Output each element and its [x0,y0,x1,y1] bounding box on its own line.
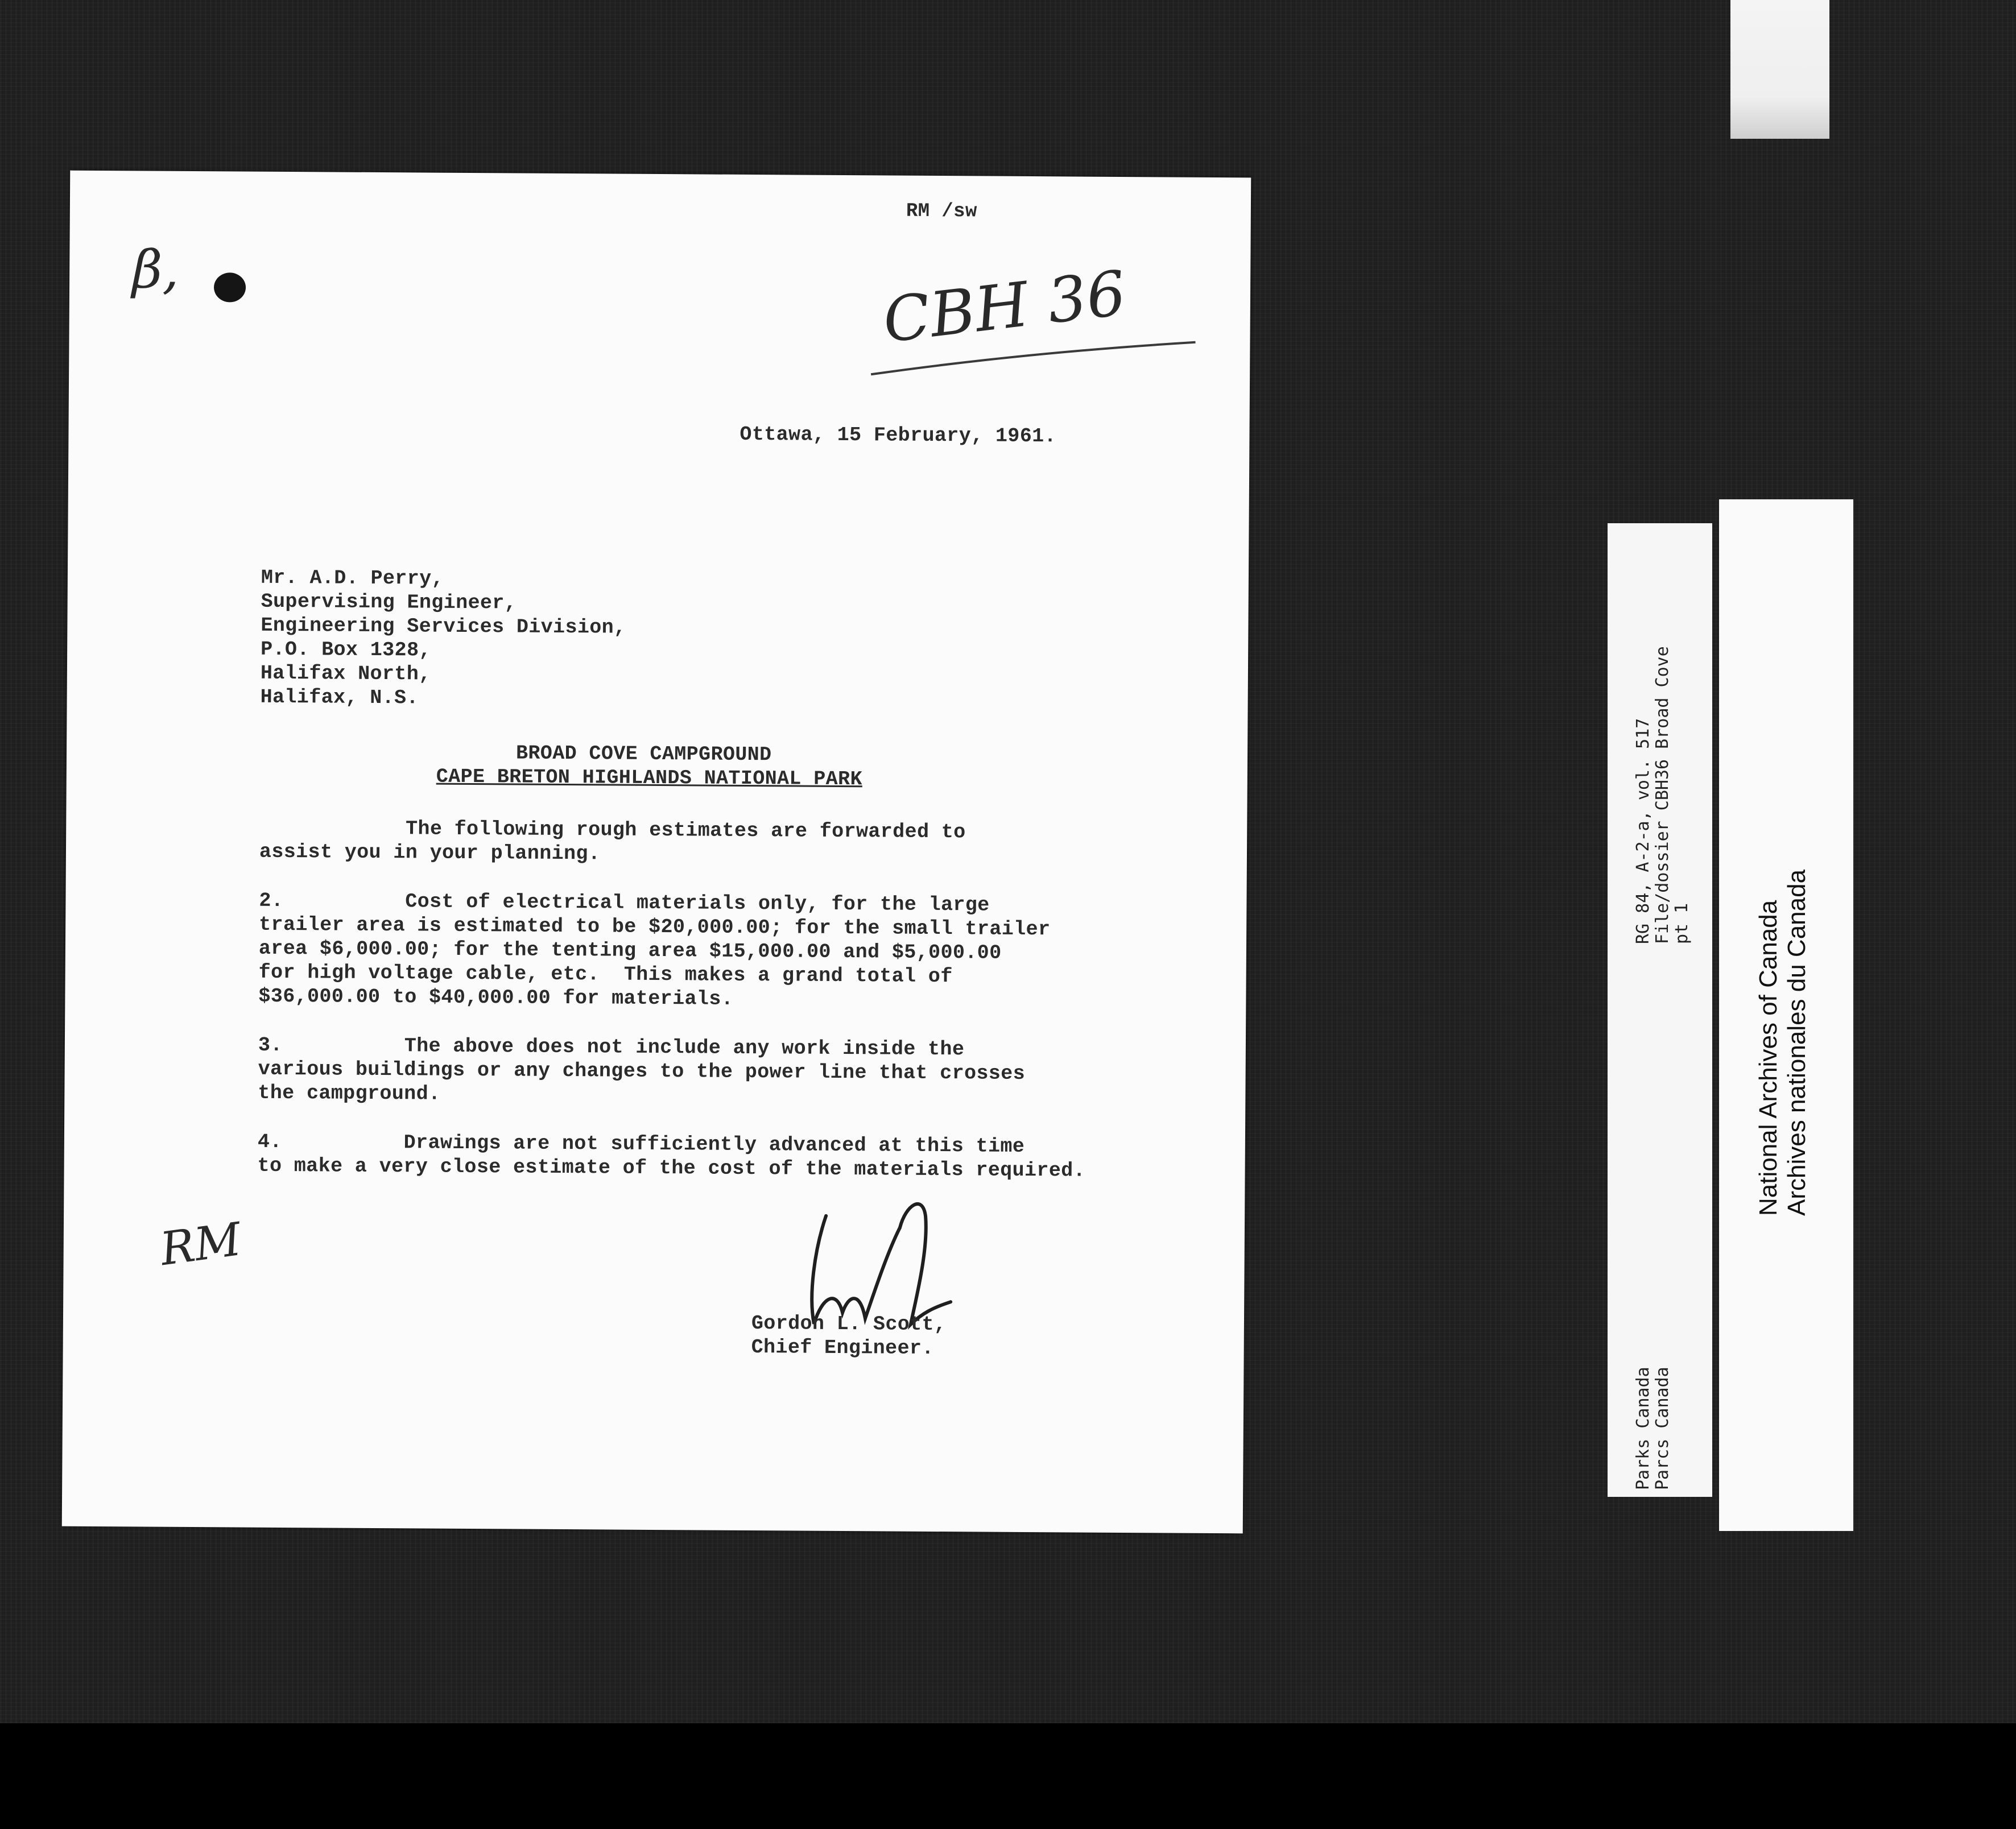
paragraph-line: assist you in your planning. [259,840,601,866]
paragraph-line: trailer area is estimated to be $20,000.00; for the small trailer [259,913,1051,941]
paragraph-line: 4. Drawings are not sufficiently advanced at this time [257,1130,1025,1158]
address-line: P.O. Box 1328, [261,638,431,662]
signatory-title: Chief Engineer. [751,1336,934,1360]
archive-reference-lines [1634,646,1692,944]
archive-reference-label [1608,523,1712,1497]
file-number-underline [865,317,1207,388]
ink-blot [214,272,246,302]
handwritten-initial: β, [131,239,180,300]
archive-org-lines [1634,1367,1672,1490]
national-archives-text [1754,870,1811,1216]
paragraph-line: for high voltage cable, etc. This makes a grand total of [258,961,953,988]
paragraph-line: $36,000.00 to $40,000.00 for materials. [258,984,734,1011]
archive-line: File/dossier CBH36 Broad Cove [1653,646,1672,944]
address-line: Supervising Engineer, [261,590,517,615]
handwritten-file-number: CBH 36 [879,258,1130,357]
corner-tab [1730,0,1829,139]
archive-line: RG 84, A-2-a, vol. 517 [1633,718,1653,944]
paragraph-line: various buildings or any changes to the power line that crosses [258,1057,1026,1085]
paragraph-line: the campground. [258,1081,441,1106]
paragraph-line: area $6,000.00; for the tenting area $15,000.00 and $5,000.00 [258,937,1002,965]
archives-line-fr: Archives nationales du Canada [1783,869,1811,1216]
signatory-name: Gordon L. Scott, [751,1312,947,1336]
subject-line: BROAD COVE CAMPGROUND [515,742,772,767]
subject-line-underlined: CAPE BRETON HIGHLANDS NATIONAL PARK [436,765,863,791]
paragraph-line: 3. The above does not include any work inside the [258,1033,965,1061]
archive-org-line: Parcs Canada [1653,1367,1672,1490]
paragraph-line: 2. Cost of electrical materials only, for the large [259,889,990,917]
paragraph-line: to make a very close estimate of the cost of the materials required. [257,1154,1086,1182]
date-line: Ottawa, 15 February, 1961. [740,423,1057,448]
reference-initials: RM /sw [906,200,977,223]
letter-page [62,171,1251,1534]
scanner-bottom-border [0,1723,2016,1829]
archive-org-line: Parks Canada [1633,1367,1653,1490]
paragraph-line: The following rough estimates are forwarded to [259,816,966,844]
address-line: Engineering Services Division, [261,614,626,639]
address-line: Halifax North, [260,661,431,686]
archives-line-en: National Archives of Canada [1754,900,1782,1216]
handwritten-margin-initials: RM [157,1213,245,1276]
archive-line: pt 1 [1672,903,1692,944]
address-line: Halifax, N.S. [260,685,419,710]
address-line: Mr. A.D. Perry, [261,566,444,590]
national-archives-label [1719,499,1853,1531]
